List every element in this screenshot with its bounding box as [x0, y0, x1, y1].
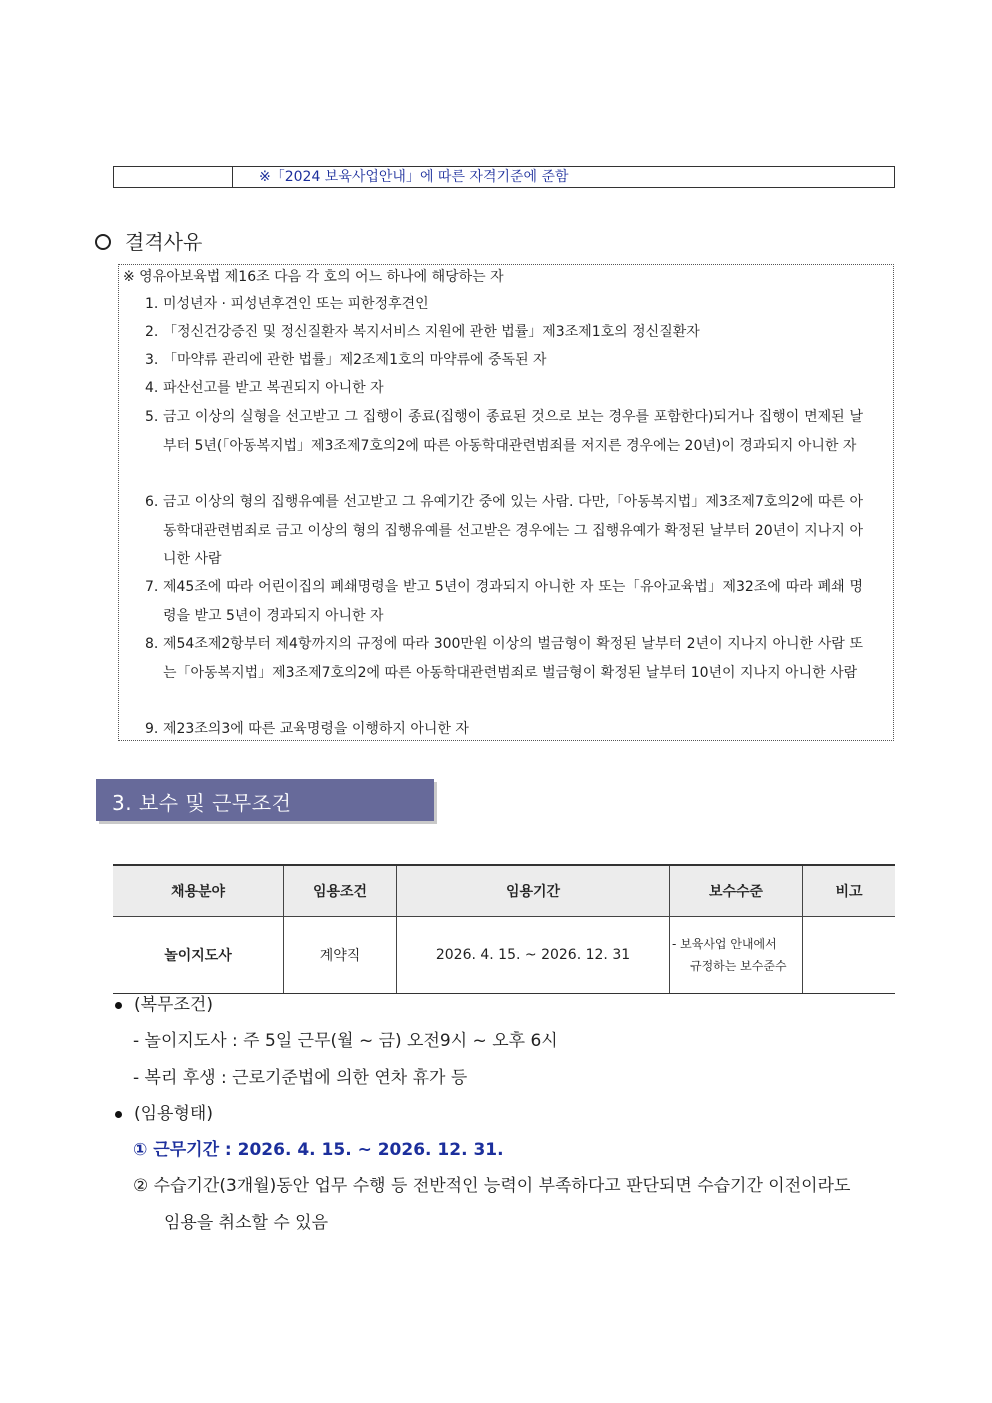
list-item	[145, 573, 863, 630]
cell-pay	[670, 917, 803, 994]
item-text: 제54조제2항부터 제4항까지의 규정에 따라 300만원 이상의 벌금형이 확정된 날부터 2년이 지나지 아니한 사람 또는「아동복지법」제3조제7호의2에 따른 아동학대관련범죄로 벌금형이 확정된 날부터 10년이 지나지 아니한 사람	[163, 636, 863, 681]
qualification-note: ※「2024 보육사업안내」에 따른 자격기준에 준함	[259, 169, 569, 185]
item-number: 3.	[145, 352, 159, 368]
disqualification-title: 결격사유	[125, 230, 203, 254]
col-header-period: 임용기간	[397, 865, 670, 917]
item-text: 금고 이상의 형의 집행유예를 선고받고 그 유예기간 중에 있는 사람. 다만,「아동복지법」제3조제7호의2에 따른 아동학대관련범죄로 금고 이상의 형의 집행유예를 선고받은 경우에는 그 집행유예가 확정된 날부터 20년이 지나지 아니한 사람	[163, 494, 863, 567]
col-header-pay: 보수수준	[670, 865, 803, 917]
cell-condition: 계약직	[284, 917, 397, 994]
item-number: 6.	[145, 494, 159, 510]
probation-line-2: 임용을 취소할 수 있음	[164, 1213, 329, 1233]
service-label: (복무조건)	[134, 995, 213, 1015]
disqualification-box	[118, 264, 894, 741]
employment-label-line	[115, 1099, 213, 1124]
col-header-note: 비고	[803, 865, 896, 917]
employment-label: (임용형태)	[134, 1104, 213, 1124]
list-item	[145, 715, 863, 744]
item-number: 2.	[145, 324, 159, 340]
pay-line-1: - 보육사업 안내에서	[672, 937, 777, 951]
item-text: 파산선고를 받고 복권되지 아니한 자	[163, 380, 384, 396]
section-3-title: 3. 보수 및 근무조건	[112, 791, 292, 815]
list-item	[145, 318, 863, 347]
service-line: - 복리 후생 : 근로기준법에 의한 연차 휴가 등	[133, 1068, 468, 1088]
cell-note	[803, 917, 896, 994]
disqualification-heading	[95, 226, 202, 255]
list-item	[145, 488, 863, 574]
qualification-row	[113, 166, 895, 188]
disqualification-intro: ※ 영유아보육법 제16조 다음 각 호의 어느 하나에 해당하는 자	[123, 269, 504, 285]
item-number: 1.	[145, 296, 159, 312]
item-number: 4.	[145, 380, 159, 396]
item-text: 「정신건강증진 및 정신질환자 복지서비스 지원에 관한 법률」제3조제1호의 정신질환자	[163, 324, 700, 340]
qualification-label-cell	[114, 167, 233, 187]
item-text: 미성년자 · 피성년후견인 또는 피한정후견인	[163, 296, 429, 312]
list-item	[145, 374, 863, 403]
section-3-banner	[96, 779, 434, 821]
item-text: 「마약류 관리에 관한 법률」제2조제1호의 마약류에 중독된 자	[163, 352, 547, 368]
bullet-dot-icon	[115, 1111, 122, 1118]
pay-line-2: 규정하는 보수준수	[690, 959, 787, 973]
conditions-table	[113, 864, 895, 994]
list-item	[145, 403, 863, 460]
list-item	[145, 346, 863, 375]
list-item	[145, 630, 863, 687]
probation-line-1: ② 수습기간(3개월)동안 업무 수행 등 전반적인 능력이 부족하다고 판단되면 수습기간 이전이라도	[133, 1176, 851, 1196]
service-label-line	[115, 990, 213, 1015]
col-header-condition: 임용조건	[284, 865, 397, 917]
circle-bullet-icon	[95, 234, 111, 250]
table-header-row	[113, 865, 895, 917]
item-number: 7.	[145, 579, 159, 595]
item-text: 제45조에 따라 어린이집의 폐쇄명령을 받고 5년이 경과되지 아니한 자 또는「유아교육법」제32조에 따라 폐쇄 명령을 받고 5년이 경과되지 아니한 자	[163, 579, 863, 624]
cell-period: 2026. 4. 15. ~ 2026. 12. 31	[397, 917, 670, 994]
table-row	[113, 917, 895, 994]
item-number: 8.	[145, 636, 159, 652]
item-number: 9.	[145, 721, 159, 737]
cell-field: 놀이지도사	[113, 917, 284, 994]
service-line: - 놀이지도사 : 주 5일 근무(월 ~ 금) 오전9시 ~ 오후 6시	[133, 1031, 558, 1051]
list-item	[145, 290, 863, 319]
col-header-field: 채용분야	[113, 865, 284, 917]
employment-period: ① 근무기간 : 2026. 4. 15. ~ 2026. 12. 31.	[133, 1140, 504, 1160]
item-number: 5.	[145, 409, 159, 425]
bullet-dot-icon	[115, 1002, 122, 1009]
item-text: 제23조의3에 따른 교육명령을 이행하지 아니한 자	[163, 721, 469, 737]
item-text: 금고 이상의 실형을 선고받고 그 집행이 종료(집행이 종료된 것으로 보는 경우를 포함한다)되거나 집행이 면제된 날부터 5년(「아동복지법」제3조제7호의2에 따른 아동학대관련범죄를 저지른 경우에는 20년)이 경과되지 아니한 자	[163, 409, 863, 454]
